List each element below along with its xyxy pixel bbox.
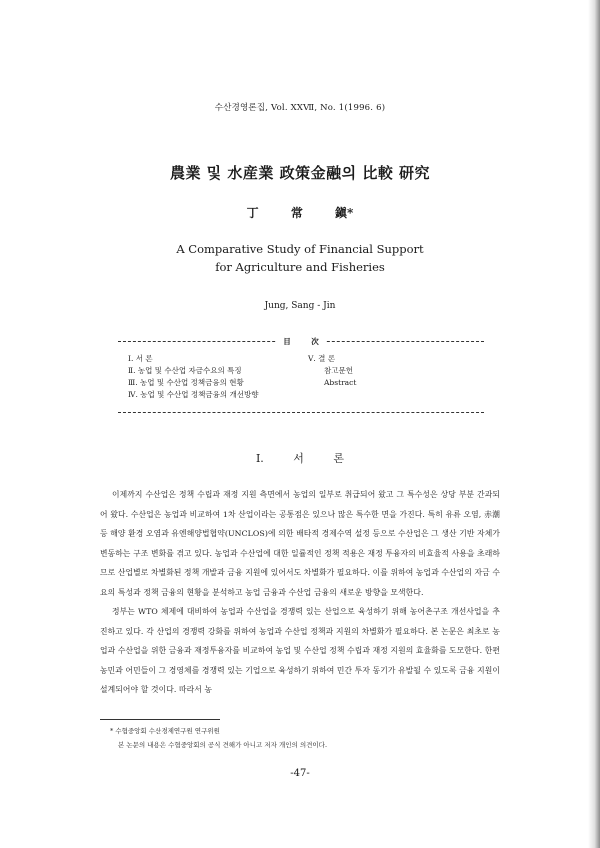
paper-title-english-line2: for Agriculture and Fisheries <box>215 260 385 274</box>
paragraph: 정부는 WTO 체제에 대비하여 농업과 수산업을 경쟁력 있는 산업으로 육성하기 위해 농어촌구조 개선사업을 추진하고 있다. 각 산업의 경쟁력 강화를 위하여 농업과 수산업 정책과 지원의 차별화가 필요하다. 본 논문은 최초로 농업과 수산업을 위한 금융과 재정투융자를 비교하여 농업 및 수산업 정책 수립과 재정 지원의 효율화를 도모한다. 한편 농민과 어민들이 그 경영체를 경쟁력 있는 기업으로 육성하기 위하여 민간 투자 동기가 유발될 수 있도록 금융 지원이 설계되어야 할 것이다. 따라서 농 <box>100 607 500 694</box>
paper-title-english <box>0 240 600 276</box>
toc-item: Ⅰ. 서 론 <box>128 354 153 363</box>
section-heading: Ⅰ. 서 론 <box>255 452 345 465</box>
paragraph: 이제까지 수산업은 정책 수립과 재정 지원 측면에서 농업의 일부로 취급되어 왔고 그 특수성은 상당 부분 간과되어 왔다. 수산업은 농업과 비교하여 1차 산업이라는 공통점은 있으나 많은 특수한 면을 가진다. 특히 유류 오염, 赤潮 등 해양 환경 오염과 유엔해양법협약(UNCLOS)에 의한 배타적 경제수역 설정 등으로 수산업은 그 생산 기반 자체가 변동하는 구조 변화를 겪고 있다. 농업과 수산업에 대한 일률적인 정책 적용은 재정 투융자의 비효율적 사용을 초래하므로 산업별로 차별화된 정책 개발과 금융 지원에 있어서도 차별화가 필요하다. 이를 위하여 농업과 수산업의 자금 수요의 특성과 정책 금융의 현황을 분석하고 농업 금융과 수산업 금융의 새로운 방향을 모색한다. <box>100 490 500 597</box>
journal-header: 수산경영론집, Vol. ⅩⅩⅦ, No. 1(1996. 6) <box>214 103 386 113</box>
footnote-line: 본 논문의 내용은 수협중앙회의 공식 견해가 아니고 저자 개인의 의견이다. <box>118 741 328 749</box>
toc-item: Abstract <box>324 378 357 387</box>
author-english: Jung, Sang - Jin <box>264 301 336 311</box>
toc-item: Ⅳ. 농업 및 수산업 정책금융의 개선방향 <box>128 390 259 399</box>
toc-item: Ⅴ. 결 론 <box>308 354 336 363</box>
footnote-divider <box>100 719 220 720</box>
toc-left-column <box>128 353 258 401</box>
footnote <box>110 724 500 752</box>
body-text <box>100 485 500 700</box>
page-number: -47- <box>290 768 310 779</box>
page-edge-shadow <box>588 0 600 848</box>
author-korean: 丁 常 鎭* <box>246 206 354 220</box>
paper-title-english-line1: A Comparative Study of Financial Support <box>176 242 424 256</box>
toc-item: 참고문헌 <box>324 366 353 375</box>
footnote-line: * 수협중앙회 수산경제연구원 연구위원 <box>110 727 220 735</box>
toc-item: Ⅲ. 농업 및 수산업 정책금융의 현황 <box>128 378 244 387</box>
toc-heading-text: 目 次 <box>277 337 325 346</box>
toc-right-column <box>308 353 356 389</box>
paper-title-korean: 農業 및 水産業 政策金融의 比較 研究 <box>169 164 431 182</box>
toc-item: Ⅱ. 농업 및 수산업 자금수요의 특징 <box>128 366 242 375</box>
table-of-contents <box>118 338 484 418</box>
toc-heading <box>118 336 484 347</box>
